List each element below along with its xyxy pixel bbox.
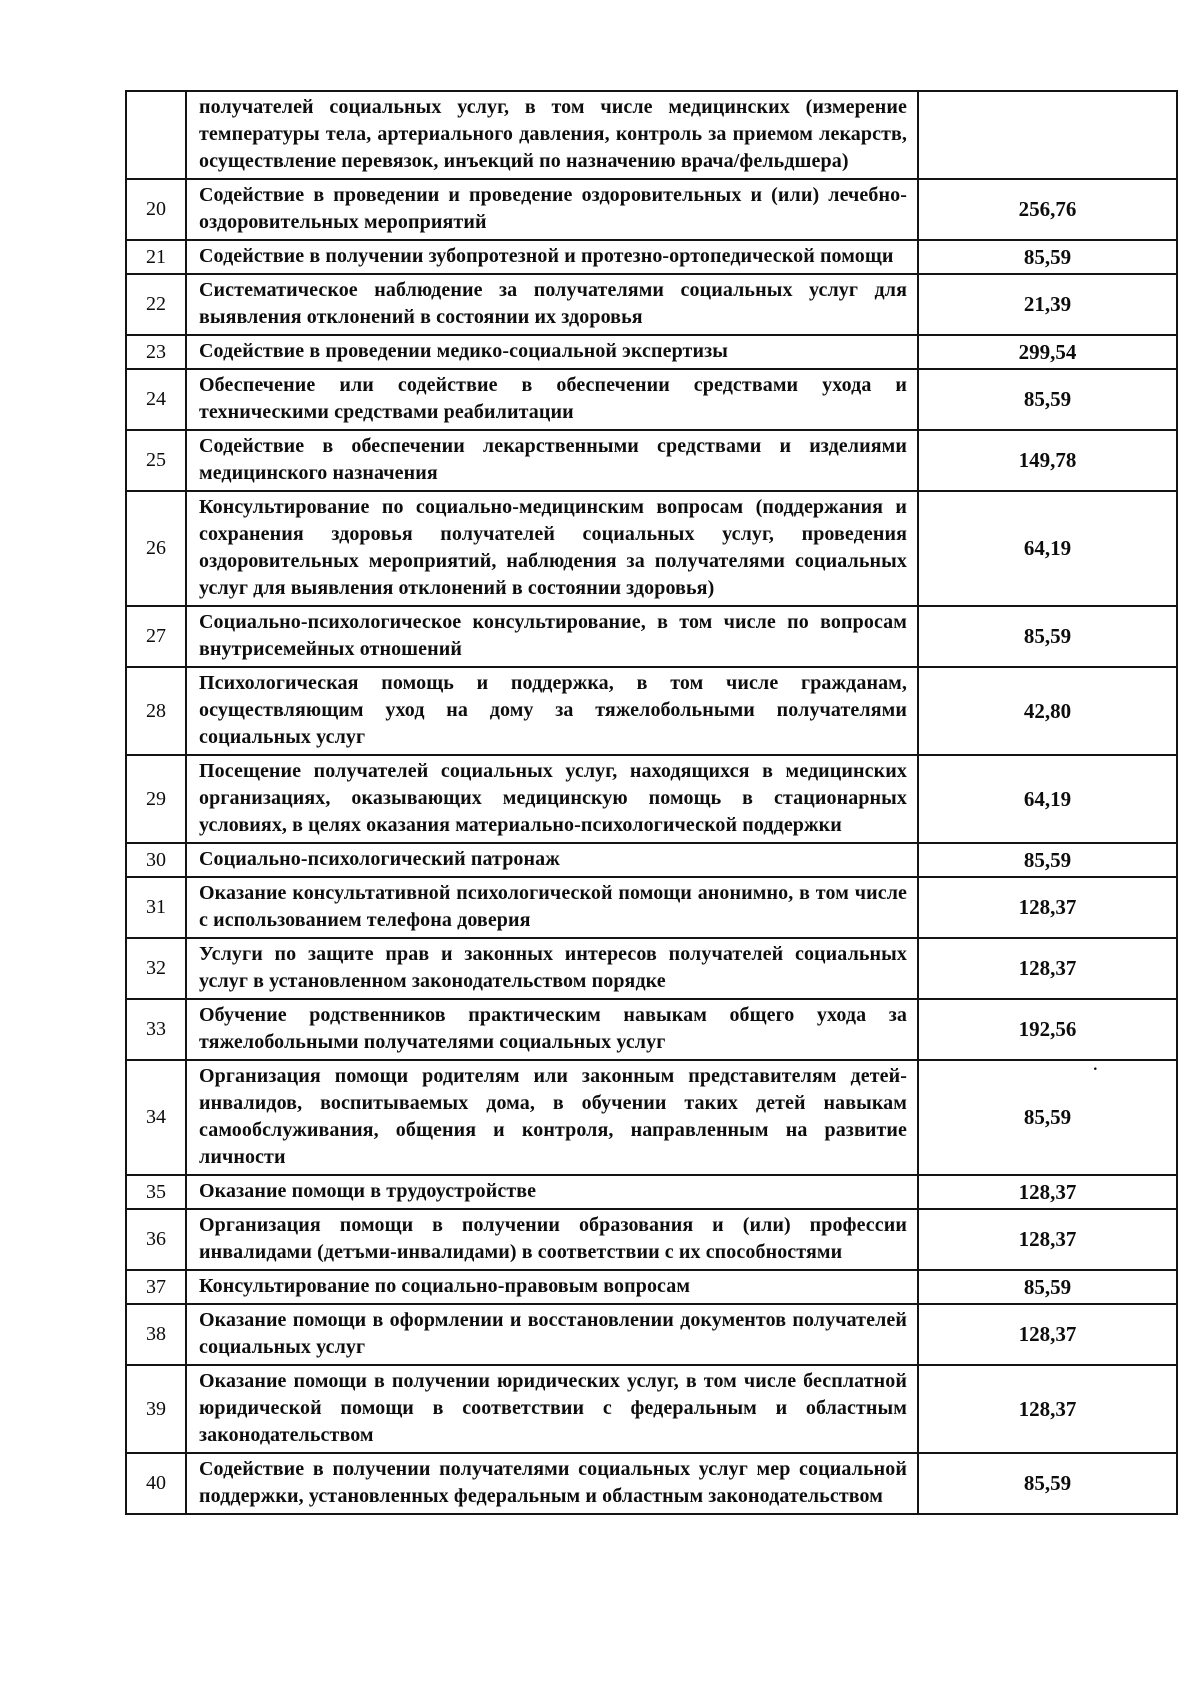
service-price: 85,59: [1023, 244, 1072, 269]
scan-artifact-dot: ·: [1092, 1061, 1098, 1078]
service-price: 64,19: [1023, 786, 1072, 811]
service-description: Консультирование по социально-правовым вопросам: [186, 1270, 918, 1304]
service-price-cell: [918, 274, 1177, 335]
service-description: Содействие в получении получателями социальных услуг мер социальной поддержки, установленных федеральным и областным законодательством: [186, 1453, 918, 1514]
table-row: [126, 430, 1177, 491]
service-price: 85,59: [1023, 847, 1072, 872]
row-number: 23: [126, 335, 186, 369]
row-number: 38: [126, 1304, 186, 1365]
row-number: 36: [126, 1209, 186, 1270]
service-price-cell: [918, 1209, 1177, 1270]
service-price: 128,37: [1018, 1396, 1077, 1421]
table-row: [126, 1453, 1177, 1514]
service-price-cell: [918, 1365, 1177, 1453]
row-number: 24: [126, 369, 186, 430]
service-price: 85,59: [1023, 387, 1072, 411]
service-description: Оказание консультативной психологической помощи анонимно, в том числе с использованием телефона доверия: [186, 877, 918, 938]
service-description: Содействие в проведении и проведение оздоровительных и (или) лечебно-оздоровительных мероприятий: [186, 179, 918, 240]
table-row: [126, 999, 1177, 1060]
service-description: Социально-психологический патронаж: [186, 843, 918, 877]
service-description: Оказание помощи в трудоустройстве: [186, 1175, 918, 1209]
service-price-cell: [918, 179, 1177, 240]
service-price-cell: [918, 1060, 1177, 1175]
service-price-cell: [918, 335, 1177, 369]
table-row: [126, 755, 1177, 843]
service-price-cell: [918, 843, 1177, 877]
service-price-cell: [918, 938, 1177, 999]
table-row: [126, 1060, 1177, 1175]
service-price: 128,37: [1018, 956, 1077, 980]
service-description: Организация помощи в получении образования и (или) профессии инвалидами (детъми-инвалидами) в соответствии с их способностями: [186, 1209, 918, 1270]
table-row: [126, 274, 1177, 335]
service-price-cell: [918, 369, 1177, 430]
table-row: [126, 491, 1177, 606]
service-price-cell: [918, 606, 1177, 667]
row-number: 34: [126, 1060, 186, 1175]
row-number: 25: [126, 430, 186, 491]
service-description: Консультирование по социально-медицинским вопросам (поддержания и сохранения здоровья получателей социальных услуг, проведения оздоровительных мероприятий, наблюдения за получателями социальных услуг для выявления отклонений в состоянии здоровья): [186, 491, 918, 606]
table-row: [126, 606, 1177, 667]
row-number: 27: [126, 606, 186, 667]
service-description: Содействие в проведении медико-социальной экспертизы: [186, 335, 918, 369]
row-number: 37: [126, 1270, 186, 1304]
service-price-cell: [918, 1453, 1177, 1514]
table-row: [126, 240, 1177, 274]
service-description: Содействие в получении зубопротезной и протезно-ортопедической помощи: [186, 240, 918, 274]
table-row: [126, 1304, 1177, 1365]
row-number: 30: [126, 843, 186, 877]
service-price-cell: [918, 667, 1177, 755]
service-price: 85,59: [1023, 1274, 1072, 1299]
service-price: 299,54: [1018, 339, 1077, 364]
service-price: 149,78: [1018, 448, 1077, 472]
service-price-cell: [918, 430, 1177, 491]
table-row: [126, 1270, 1177, 1304]
table-row: [126, 369, 1177, 430]
service-price: 85,59: [1023, 624, 1072, 648]
service-price: 42,80: [1023, 698, 1072, 723]
service-description: Организация помощи родителям или законным представителям детей-инвалидов, воспитываемых дома, в обучении таких детей навыкам самообслуживания, общения и контроля, направленным на развитие личности: [186, 1060, 918, 1175]
table-row: [126, 843, 1177, 877]
service-table-body: [126, 91, 1177, 1514]
table-row: [126, 1175, 1177, 1209]
service-price: 64,19: [1023, 536, 1072, 560]
service-description: Психологическая помощь и поддержка, в том числе гражданам, осуществляющим уход на дому за тяжелобольными получателями социальных услуг: [186, 667, 918, 755]
service-description: Обеспечение или содействие в обеспечении средствами ухода и техническими средствами реабилитации: [186, 369, 918, 430]
service-description: Услуги по защите прав и законных интересов получателей социальных услуг в установленном законодательством порядке: [186, 938, 918, 999]
service-price: 128,37: [1018, 1322, 1077, 1346]
service-price-cell: [918, 91, 1177, 179]
service-price: 256,76: [1018, 197, 1077, 221]
service-description: Содействие в обеспечении лекарственными средствами и изделиями медицинского назначения: [186, 430, 918, 491]
service-price: 128,37: [1018, 1227, 1077, 1251]
service-price: 85,59: [1023, 1471, 1072, 1495]
table-row: [126, 1365, 1177, 1453]
service-price-cell: [918, 1175, 1177, 1209]
service-description: Обучение родственников практическим навыкам общего ухода за тяжелобольными получателями социальных услуг: [186, 999, 918, 1060]
service-price-cell: [918, 1270, 1177, 1304]
service-description: Систематическое наблюдение за получателями социальных услуг для выявления отклонений в состоянии их здоровья: [186, 274, 918, 335]
service-description: Посещение получателей социальных услуг, находящихся в медицинских организациях, оказывающих медицинскую помощь в стационарных условиях, в целях оказания материально-психологической поддержки: [186, 755, 918, 843]
table-row: [126, 877, 1177, 938]
service-description: Оказание помощи в получении юридических услуг, в том числе бесплатной юридической помощи в соответствии с федеральным и областным законодательством: [186, 1365, 918, 1453]
service-price: 128,37: [1018, 895, 1077, 919]
service-description: Оказание помощи в оформлении и восстановлении документов получателей социальных услуг: [186, 1304, 918, 1365]
service-price-cell: [918, 877, 1177, 938]
row-number: 33: [126, 999, 186, 1060]
service-price-cell: [918, 755, 1177, 843]
service-price: 128,37: [1018, 1179, 1077, 1204]
service-price: 21,39: [1023, 292, 1072, 316]
row-number: 39: [126, 1365, 186, 1453]
table-row: [126, 667, 1177, 755]
table-row: [126, 335, 1177, 369]
service-price-cell: [918, 491, 1177, 606]
row-number: 40: [126, 1453, 186, 1514]
table-row: [126, 179, 1177, 240]
table-row: [126, 938, 1177, 999]
row-number: 20: [126, 179, 186, 240]
table-row: [126, 91, 1177, 179]
table-row: [126, 1209, 1177, 1270]
row-number: 28: [126, 667, 186, 755]
row-number: [126, 91, 186, 179]
row-number: 35: [126, 1175, 186, 1209]
row-number: 29: [126, 755, 186, 843]
service-price-cell: [918, 999, 1177, 1060]
service-description: получателей социальных услуг, в том числе медицинских (измерение температуры тела, артериального давления, контроль за приемом лекарств, осуществление перевязок, инъекций по назначению врача/фельдшера): [186, 91, 918, 179]
service-price-cell: [918, 240, 1177, 274]
social-services-tariff-table: [125, 90, 1178, 1515]
service-price-cell: [918, 1304, 1177, 1365]
row-number: 32: [126, 938, 186, 999]
row-number: 21: [126, 240, 186, 274]
row-number: 26: [126, 491, 186, 606]
row-number: 22: [126, 274, 186, 335]
row-number: 31: [126, 877, 186, 938]
service-price: 192,56: [1018, 1017, 1077, 1041]
service-description: Социально-психологическое консультирование, в том числе по вопросам внутрисемейных отношений: [186, 606, 918, 667]
service-price: 85,59: [1023, 1105, 1072, 1129]
